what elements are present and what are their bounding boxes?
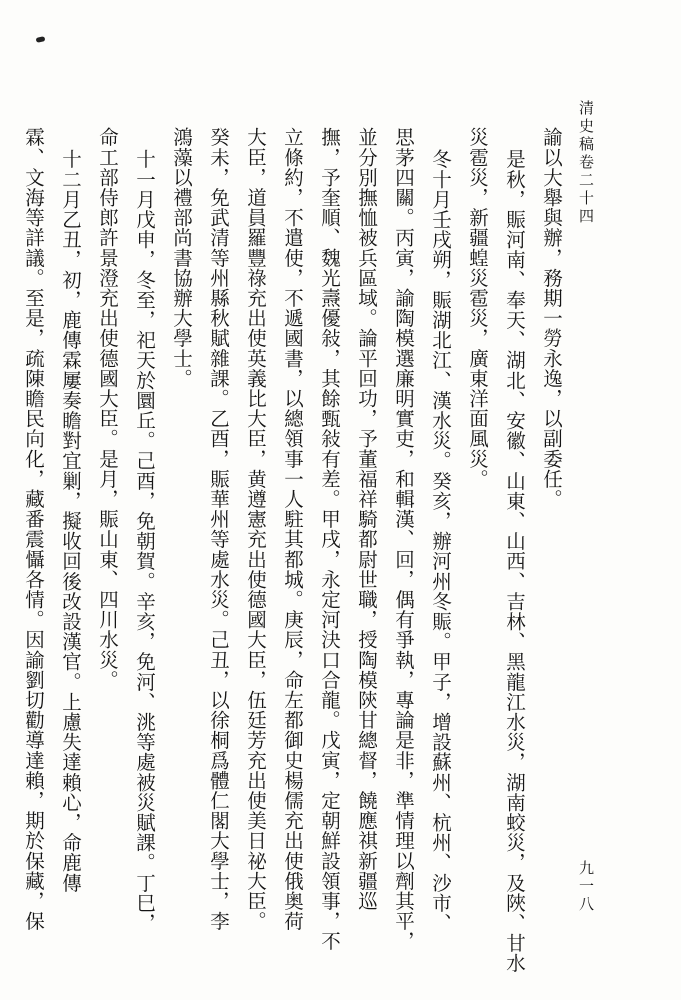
text-column: 鴻藻以禮部尚書協辦大學士。 bbox=[170, 127, 193, 389]
text-column: 諭以大舉與辦，務期一勞永逸，以副委任。 bbox=[540, 127, 563, 509]
text-column: 思茅四關。丙寅，諭陶模選廉明實吏，和輯漢、回，偶有爭執，專論是非，準情理以劑其平， bbox=[392, 127, 415, 952]
ink-mark bbox=[36, 36, 46, 43]
text-column: 十一月戊申，冬至，祀天於圜丘。己酉，免朝賀。辛亥，免河、洮等處被災賦課。丁巳， bbox=[133, 149, 156, 933]
text-column: 災雹災，新疆蝗災雹災，廣東洋面風災。 bbox=[466, 127, 489, 489]
text-column: 立條約，不遣使，不遞國書，以總領事一人駐其都城。庚辰，命左都御史楊儒充出使俄奥荷 bbox=[281, 127, 304, 931]
text-column: 冬十月壬戌朔，賑湖北江、漢水災。癸亥，辦河州冬賑。甲子，增設蘇州、杭州、沙市、 bbox=[429, 149, 452, 933]
text-column: 命工部侍郎許景澄充出使德國大臣。是月，賑山東、四川水災。 bbox=[96, 127, 119, 690]
text-column: 霖、文海等詳議。至是，疏陳瞻民向化，藏番震懾各情。因諭劉切勸導達賴，期於保藏，保 bbox=[22, 127, 45, 931]
text-column: 撫，予奎順、魏光燾優敍，其餘甄敍有差。甲戌，永定河決口合龍。戊寅，定朝鮮設領事，不 bbox=[318, 127, 341, 952]
text-column: 並分別撫恤被兵區域。論平回功，予董福祥騎都尉世職，授陶模陝甘總督，饒應祺新疆巡 bbox=[355, 127, 378, 911]
text-column: 大臣，道員羅豐祿充出使英義比大臣，黄遵憲充出使德國大臣，伍廷芳充出使美日祕大臣。 bbox=[244, 127, 267, 931]
text-column: 十二月乙丑，初，鹿傳霖屢奏瞻對宜剿，擬收回後改設漢官。上慮失達賴心，命鹿傳 bbox=[59, 149, 82, 893]
running-header-title: 清史稿卷二十四 bbox=[577, 100, 595, 226]
text-column: 是秋，賑河南、奉天、湖北、安徽、山東、山西、吉林、黑龍江水災，湖南蛟災，及陜、甘水 bbox=[503, 149, 526, 974]
main-text-block bbox=[22, 127, 570, 974]
page-number: 九一八 bbox=[577, 860, 595, 914]
text-column: 癸未，免武清等州縣秋賦雜課。乙酉，賑華州等處水災。己丑，以徐桐爲體仁閣大學士，李 bbox=[207, 127, 230, 931]
